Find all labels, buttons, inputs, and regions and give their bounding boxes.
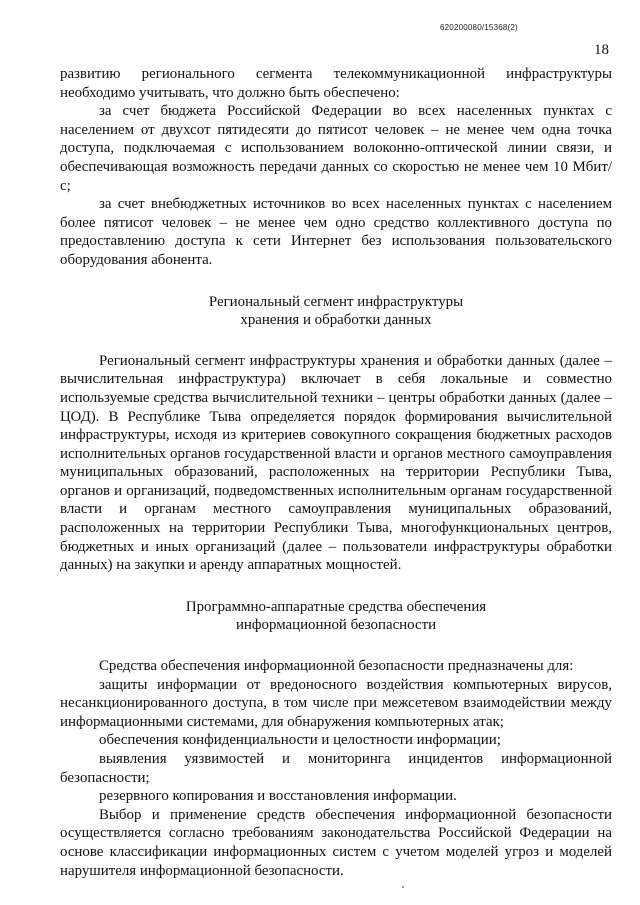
- section-heading-line: Региональный сегмент инфраструктуры: [208, 293, 464, 310]
- document-body: [60, 65, 612, 880]
- section-heading-line: информационной безопасности: [235, 617, 437, 634]
- document-code: 620200080/15368(2): [440, 23, 518, 32]
- paragraph: защиты информации от вредоносного воздействия компьютерных вирусов, несанкционированного доступа, в том числе при межсетевом взаимодействии между информационными системами, для обнаружения компьютерных атак;: [60, 676, 612, 730]
- paragraph: резервного копирования и восстановления информации.: [99, 788, 457, 805]
- paragraph: за счет внебюджетных источников во всех населенных пунктах с населением более пятисот человек – не менее чем одно средство коллективного доступа по предоставлению доступа к сети Интернет без использования пользовательского оборудования абонента.: [60, 196, 612, 268]
- paragraph: Выбор и применение средств обеспечения информационной безопасности осуществляется согласно требованиям законодательства Российской Федерации на основе классификации информационных систем с учетом моделей угроз и моделей нарушителя информационной безопасности.: [60, 806, 612, 879]
- section-heading-line: Программно-аппаратные средства обеспечения: [185, 598, 487, 615]
- section-heading-line: хранения и обработки данных: [240, 312, 432, 329]
- paragraph: выявления уязвимостей и мониторинга инцидентов информационной безопасности;: [60, 751, 612, 786]
- scan-speck: [402, 886, 404, 888]
- paragraph: развитию регионального сегмента телекоммуникационной инфраструктуры необходимо учитывать, что должно быть обеспечено:: [60, 66, 612, 101]
- paragraph: Региональный сегмент инфраструктуры хранения и обработки данных (далее – вычислительная инфраструктура) включает в себя локальные и совместно используемые средства вычислительной техники – центры обработки данных (далее – ЦОД). В Республике Тыва определяется порядок формирования вычислительной инфраструктуры, исходя из критериев совокупного сокращения бюджетных расходов исполнительных органов государственной власти и органов местного самоуправления муниципальных образований, расположенных на территории Республики Тыва, органов и организаций, подведомственных исполнительным органам государственной власти и органам местного самоуправления муниципальных образований, расположенных на территории Республики Тыва, многофункциональных центров, бюджетных и иных организаций (далее – пользователи инфраструктуры обработки данных) на закупки и аренду аппаратных мощностей.: [60, 352, 612, 574]
- paragraph: за счет бюджета Российской Федерации во всех населенных пунктах с населением от двухсот пятидесяти до пятисот человек – не менее чем одна точка доступа, подключаемая с использованием волоконно-оптической линии связи, и обеспечивающая возможность передачи данных со скоростью не менее чем 10 Мбит/с;: [60, 103, 612, 194]
- paragraph: Средства обеспечения информационной безопасности предназначены для:: [99, 658, 574, 675]
- page-number: 18: [594, 42, 609, 58]
- paragraph: обеспечения конфиденциальности и целостности информации;: [99, 732, 501, 749]
